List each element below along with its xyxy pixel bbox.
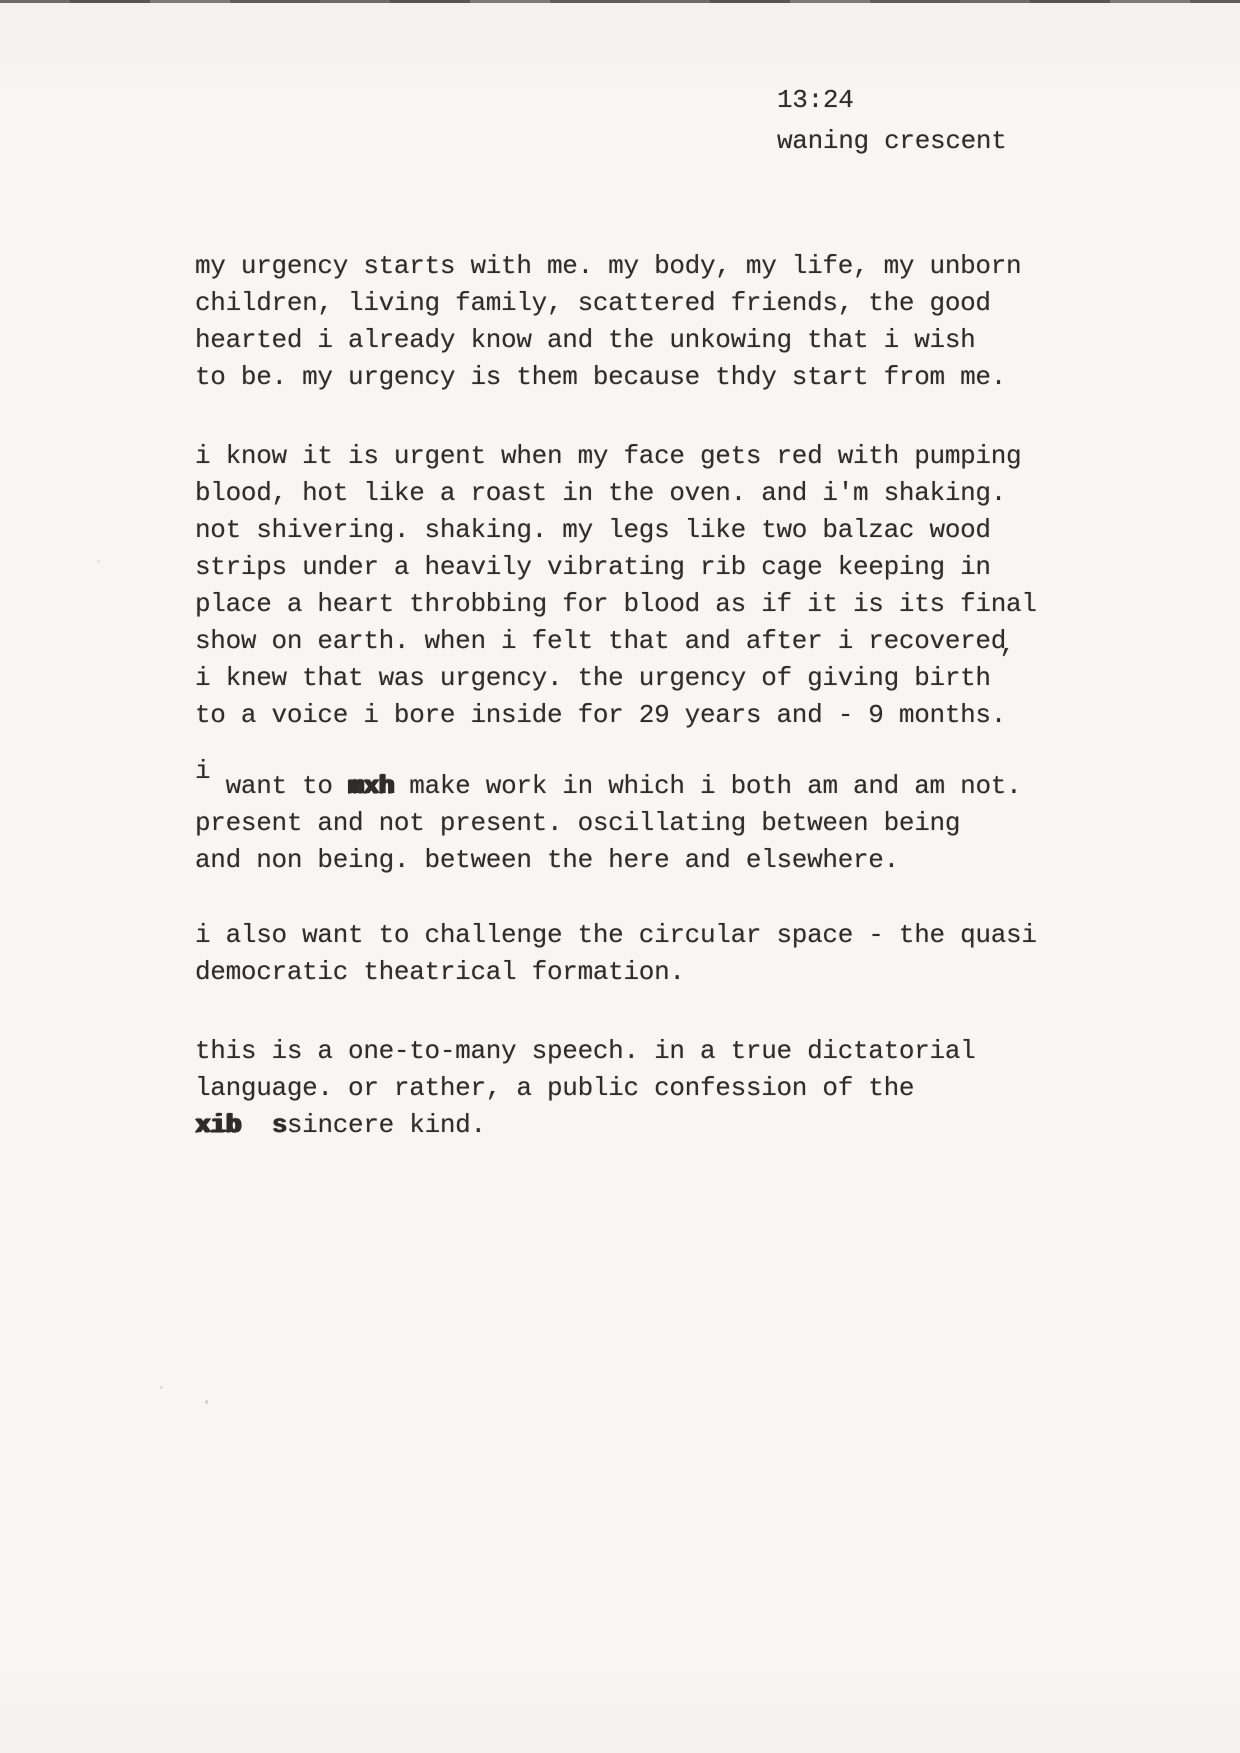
scan-speck <box>160 1386 163 1389</box>
text-line: show on earth. when i felt that and after i recovered <box>195 626 1007 656</box>
text-line: blood, hot like a roast in the oven. and i'm shaking. <box>195 478 1007 508</box>
paragraph-5 <box>195 1033 975 1144</box>
text-line: i also want to challenge the circular space - the quasi <box>195 920 1037 950</box>
overstruck-word: xib <box>195 1110 241 1140</box>
text-segment <box>241 1110 272 1140</box>
moon-phase-text: waning crescent <box>777 126 1007 156</box>
text-segment: want to <box>210 771 349 801</box>
text-segment: make work in which i both am and am not. <box>393 771 1022 801</box>
text-segment: i knew that was urgency. the urgency of giving birth <box>195 663 991 693</box>
text-line: this is a one-to-many speech. in a true dictatorial <box>195 1036 976 1066</box>
text-line: children, living family, scattered friends, the good <box>195 288 991 318</box>
overtyped-letter: s <box>271 1110 287 1140</box>
overstruck-word: mxh <box>348 771 394 801</box>
text-line: and non being. between the here and elsewhere. <box>195 845 899 875</box>
text-line: present and not present. oscillating between being <box>195 808 961 838</box>
raised-apostrophe: ’ <box>997 645 1014 675</box>
text-line: hearted i already know and the unkowing that i wish <box>195 325 976 355</box>
paragraph-3 <box>195 756 1022 879</box>
scan-speck <box>204 1400 208 1405</box>
text-segment: sincere kind. <box>286 1110 486 1140</box>
text-line: to a voice i bore inside for 29 years and - 9 months. <box>195 700 1007 730</box>
time-text: 13:24 <box>777 85 854 115</box>
text-line: my urgency starts with me. my body, my life, my unborn <box>195 251 1022 281</box>
text-line: strips under a heavily vibrating rib cage keeping in <box>195 552 991 582</box>
text-line-with-corrections <box>195 756 1022 805</box>
paragraph-2 <box>195 438 1037 734</box>
text-line-with-corrections <box>195 1107 975 1144</box>
page-header <box>777 80 1007 162</box>
scan-top-edge-artifact <box>0 0 1240 3</box>
text-line: to be. my urgency is them because thdy start from me. <box>195 362 1007 392</box>
text-line: place a heart throbbing for blood as if it is its final <box>195 589 1037 619</box>
text-line: i know it is urgent when my face gets red with pumping <box>195 441 1022 471</box>
text-line: democratic theatrical formation. <box>195 957 685 987</box>
paragraph-1 <box>195 248 1021 396</box>
scan-speck <box>97 560 100 563</box>
raised-letter-i: i <box>195 756 211 786</box>
text-line: language. or rather, a public confession of the <box>195 1073 915 1103</box>
text-line-with-raised-mark <box>195 645 1037 697</box>
paragraph-4 <box>195 917 1037 991</box>
text-line: not shivering. shaking. my legs like two balzac wood <box>195 515 991 545</box>
